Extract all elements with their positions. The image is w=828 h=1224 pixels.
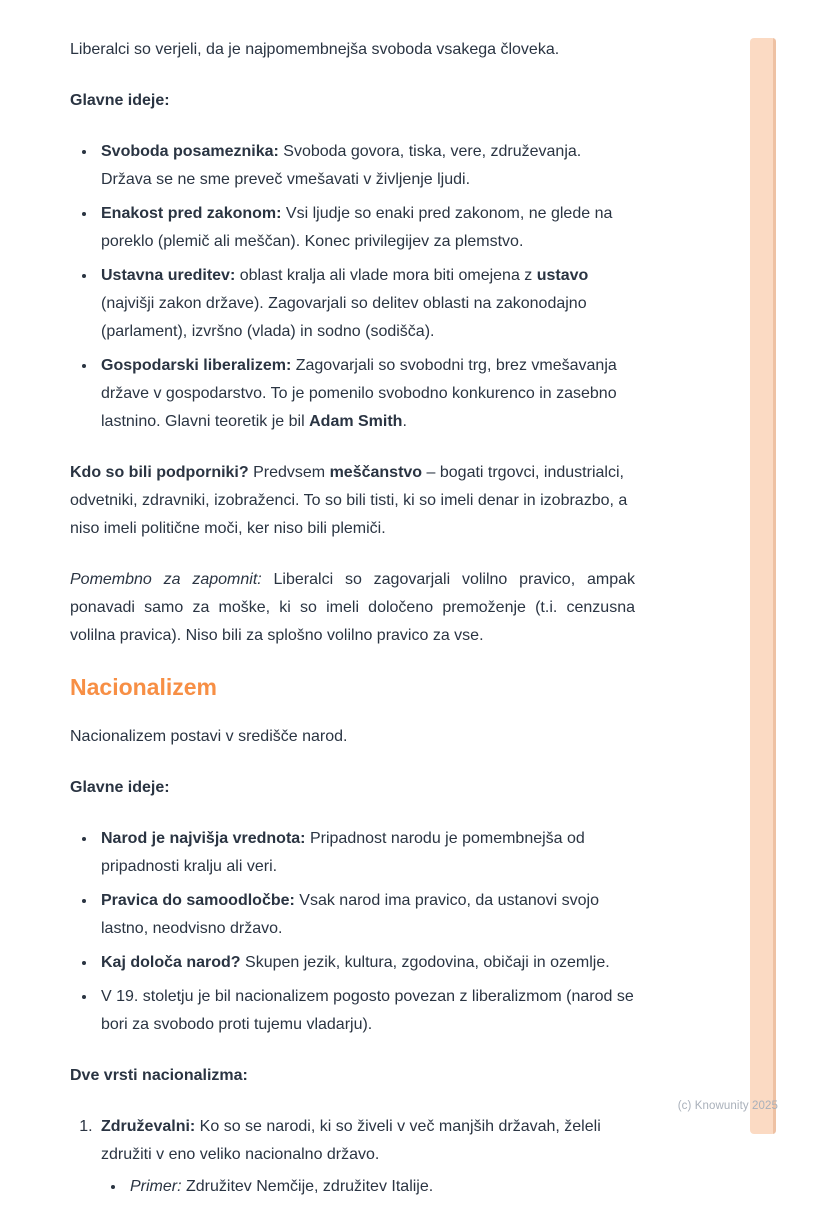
bold-text: Dve vrsti nacionalizma: (70, 1066, 248, 1084)
text-run: Vsi ljudje so enaki pred zakonom, ne glede na poreklo (plemič ali meščan). Konec privilegijev za plemstvo. (101, 205, 613, 250)
list-item (97, 1113, 635, 1201)
list-item (97, 138, 635, 194)
bold-text: Glavne ideje: (70, 778, 170, 796)
bold-text: Gospodarski liberalizem: (101, 357, 292, 374)
document-content (70, 36, 635, 1224)
text-run: Liberalci so verjeli, da je najpomembnejša svoboda vsakega človeka. (70, 41, 560, 58)
text-run: Pripadnost narodu je pomembnejša od pripadnosti kralju ali veri. (101, 829, 585, 875)
text-run: oblast kralja ali vlade mora biti omejena z (235, 267, 537, 284)
text-run: Predvsem (248, 464, 330, 481)
bold-text: meščanstvo (329, 464, 423, 481)
text-run: Svoboda govora, tiska, vere, združevanja. Država se ne sme preveč vmešavati v življenje ljudi. (101, 143, 582, 188)
text-run: Vsak narod ima pravico, da ustanovi svojo lastno, neodvisno državo. (101, 891, 599, 937)
list-item (97, 887, 635, 943)
italic-text: Pomembno za zapomnit: (70, 571, 262, 588)
paragraph (70, 87, 635, 115)
bullet-list (70, 825, 635, 1039)
bold-text: Kdo so bili podporniki? (70, 464, 249, 481)
text-run: Združitev Nemčije, združitev Italije. (181, 1177, 434, 1195)
section-heading (70, 673, 635, 703)
text-run: – bogati trgovci, industrialci, odvetniki, zdravniki, izobraženci. To so bili tisti, ki so imeli denar in izobrazbo, a niso imeli politične moči, ker niso bili plemiči. (70, 464, 628, 537)
text-run: Zagovarjali so svobodni trg, brez vmešavanja države v gospodarstvo. To je pomenilo svobodno konkurenco in zasebno lastnino. Glavni teoretik je bil (101, 357, 617, 430)
text-run: (najvišji zakon države). Zagovarjali so delitev oblasti na zakonodajno (parlament), izvršno (vlada) in sodno (sodišča). (101, 295, 587, 340)
paragraph (70, 774, 635, 802)
italic-text: Primer: (130, 1177, 182, 1195)
bold-text: Združevalni: (101, 1117, 196, 1135)
list-item (97, 825, 635, 881)
bold-text: Kaj določa narod? (101, 953, 241, 971)
bold-text: Pravica do samoodločbe: (101, 891, 295, 909)
bold-text: Ustavna ureditev: (101, 267, 236, 284)
bold-text: Enakost pred zakonom: (101, 205, 282, 222)
text-run: Nacionalizem postavi v središče narod. (70, 727, 348, 745)
list-item (97, 949, 635, 977)
list-item (97, 983, 635, 1039)
copyright-credit: (c) Knowunity 2025 (677, 1100, 778, 1112)
bold-text: Svoboda posameznika: (101, 143, 279, 160)
nested-list (101, 1173, 635, 1201)
numbered-list (70, 1113, 635, 1201)
list-item (97, 262, 635, 346)
text-run: V 19. stoletju je bil nacionalizem pogosto povezan z liberalizmom (narod se bori za svobodo proti tujemu vladarju). (101, 987, 634, 1033)
bold-text: Glavne ideje: (70, 92, 170, 109)
bold-text: Narod je najvišja vrednota: (101, 829, 306, 847)
list-item (97, 200, 635, 256)
text-run: Skupen jezik, kultura, zgodovina, običaji in ozemlje. (240, 953, 610, 971)
text-run: . (402, 413, 407, 430)
paragraph (70, 566, 635, 650)
paragraph (70, 1062, 635, 1090)
paragraph (70, 36, 635, 64)
nested-list-item (126, 1173, 635, 1201)
bold-text: ustavo (536, 267, 589, 284)
paragraph (70, 723, 635, 751)
paragraph (70, 459, 635, 543)
list-item (97, 352, 635, 436)
decorative-stripe (750, 38, 776, 1134)
bold-text: Adam Smith (309, 413, 403, 430)
text-run: Liberalci so zagovarjali volilno pravico, ampak ponavadi samo za moške, ki so imeli določeno premoženje (t.i. cenzusna volilna pravica). Niso bili za splošno volilno pravico za vse. (70, 571, 635, 644)
bullet-list (70, 138, 635, 436)
text-run: Nacionalizem (70, 674, 217, 700)
text-run: Ko so se narodi, ki so živeli v več manjših državah, želeli združiti v eno veliko nacionalno državo. (101, 1117, 601, 1163)
